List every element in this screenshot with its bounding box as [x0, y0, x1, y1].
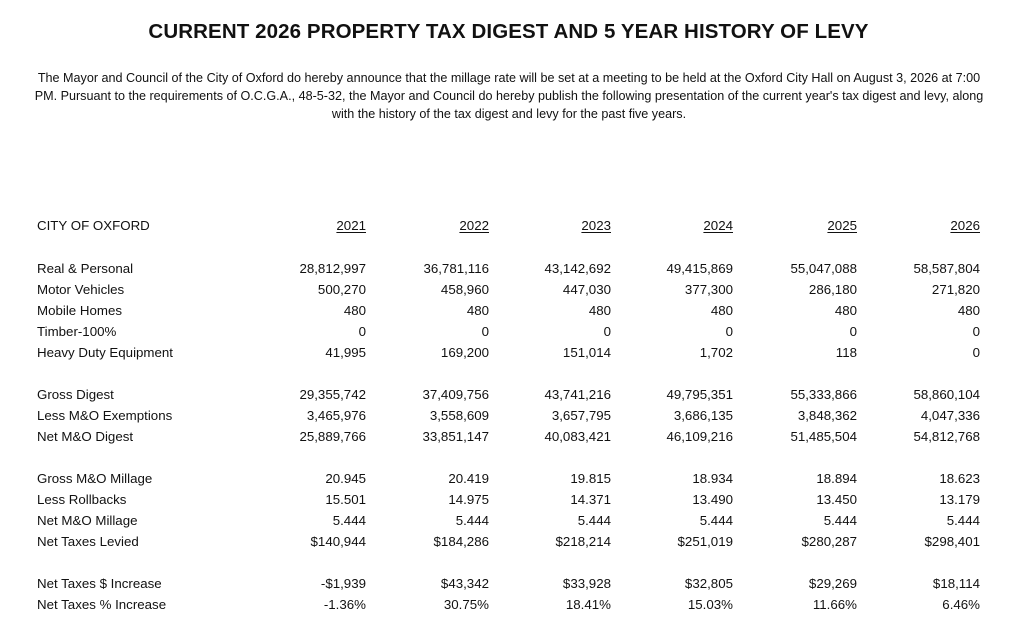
table-cell: 55,333,866 — [790, 387, 857, 402]
year-header-2025: 2025 — [827, 218, 857, 233]
table-cell: 13.179 — [939, 492, 980, 507]
table-cell: $18,114 — [932, 576, 980, 591]
table-cell: 480 — [710, 303, 733, 318]
table-cell: 4,047,336 — [920, 408, 980, 423]
table-cell: 3,848,362 — [797, 408, 857, 423]
row-label: Net M&O Digest — [37, 429, 134, 444]
table-cell: 19.815 — [570, 471, 611, 486]
table-cell: -1.36% — [323, 597, 366, 612]
table-cell: $43,342 — [440, 576, 489, 591]
table-cell: 1,702 — [699, 345, 733, 360]
table-cell: -$1,939 — [320, 576, 366, 591]
table-cell: 49,415,869 — [666, 261, 733, 276]
table-cell: 54,812,768 — [913, 429, 980, 444]
row-label: Less Rollbacks — [37, 492, 127, 507]
table-cell: 5.444 — [823, 513, 857, 528]
year-header-2022: 2022 — [459, 218, 489, 233]
table-cell: 5.444 — [455, 513, 489, 528]
table-cell: 51,485,504 — [790, 429, 857, 444]
table-cell: 0 — [972, 324, 980, 339]
table-cell: 14.975 — [448, 492, 489, 507]
table-cell: 20.945 — [325, 471, 366, 486]
table-cell: 286,180 — [808, 282, 857, 297]
table-cell: 18.934 — [692, 471, 733, 486]
table-cell: 480 — [834, 303, 857, 318]
table-cell: 480 — [588, 303, 611, 318]
entity-name: CITY OF OXFORD — [37, 218, 150, 233]
table-cell: 5.444 — [577, 513, 611, 528]
table-cell: 0 — [972, 345, 980, 360]
table-cell: 29,355,742 — [299, 387, 366, 402]
table-cell: 30.75% — [443, 597, 489, 612]
table-cell: 58,860,104 — [913, 387, 980, 402]
table-cell: 3,657,795 — [551, 408, 611, 423]
table-cell: 169,200 — [440, 345, 489, 360]
table-cell: 43,741,216 — [544, 387, 611, 402]
table-cell: 0 — [725, 324, 733, 339]
row-label: Net M&O Millage — [37, 513, 138, 528]
table-cell: $33,928 — [562, 576, 611, 591]
table-cell: 458,960 — [440, 282, 489, 297]
table-cell: 49,795,351 — [666, 387, 733, 402]
row-label: Real & Personal — [37, 261, 134, 276]
table-cell: 41,995 — [325, 345, 366, 360]
table-cell: $29,269 — [808, 576, 857, 591]
table-cell: 0 — [481, 324, 489, 339]
year-header-2021: 2021 — [336, 218, 366, 233]
table-cell: 13.450 — [816, 492, 857, 507]
table-cell: 6.46% — [942, 597, 980, 612]
table-cell: 11.66% — [812, 597, 857, 612]
table-cell: 37,409,756 — [422, 387, 489, 402]
table-cell: 447,030 — [562, 282, 611, 297]
table-cell: 3,686,135 — [673, 408, 733, 423]
table-cell: 43,142,692 — [544, 261, 611, 276]
table-cell: 5.444 — [332, 513, 366, 528]
table-cell: 0 — [849, 324, 857, 339]
row-label: Motor Vehicles — [37, 282, 125, 297]
page-title: CURRENT 2026 PROPERTY TAX DIGEST AND 5 YEAR HISTORY OF LEVY — [148, 20, 869, 43]
table-cell: 480 — [343, 303, 366, 318]
table-cell: 33,851,147 — [422, 429, 489, 444]
table-cell: 25,889,766 — [299, 429, 366, 444]
year-header-2023: 2023 — [581, 218, 611, 233]
row-label: Net Taxes Levied — [37, 534, 139, 549]
row-label: Heavy Duty Equipment — [37, 345, 173, 360]
table-cell: 5.444 — [699, 513, 733, 528]
year-header-2024: 2024 — [703, 218, 733, 233]
table-cell: 36,781,116 — [423, 261, 489, 276]
table-cell: 14.371 — [570, 492, 611, 507]
row-label: Gross M&O Millage — [37, 471, 153, 486]
table-cell: $32,805 — [684, 576, 733, 591]
table-cell: 18.894 — [816, 471, 857, 486]
table-cell: 0 — [603, 324, 611, 339]
table-cell: 480 — [466, 303, 489, 318]
table-cell: $218,214 — [555, 534, 611, 549]
table-cell: 40,083,421 — [544, 429, 611, 444]
table-cell: 55,047,088 — [790, 261, 857, 276]
table-cell: 15.501 — [325, 492, 366, 507]
table-cell: $280,287 — [801, 534, 857, 549]
row-label: Less M&O Exemptions — [37, 408, 173, 423]
table-cell: 3,465,976 — [306, 408, 366, 423]
table-cell: 28,812,997 — [299, 261, 366, 276]
row-label: Net Taxes $ Increase — [37, 576, 162, 591]
table-cell: $184,286 — [433, 534, 489, 549]
row-label: Net Taxes % Increase — [37, 597, 167, 612]
table-cell: 3,558,609 — [429, 408, 489, 423]
table-cell: $251,019 — [677, 534, 733, 549]
table-cell: 46,109,216 — [666, 429, 733, 444]
year-header-2026: 2026 — [950, 218, 980, 233]
table-cell: 271,820 — [931, 282, 980, 297]
table-cell: 58,587,804 — [913, 261, 980, 276]
table-cell: 18.623 — [939, 471, 980, 486]
row-label: Timber-100% — [37, 324, 117, 339]
row-label: Gross Digest — [37, 387, 114, 402]
table-cell: 20.419 — [448, 471, 489, 486]
table-cell: 500,270 — [317, 282, 366, 297]
table-cell: 5.444 — [946, 513, 980, 528]
table-cell: 15.03% — [687, 597, 733, 612]
table-cell: $140,944 — [310, 534, 366, 549]
announcement-paragraph: The Mayor and Council of the City of Oxford do hereby announce that the millage rate will be set at a meeting to be held at the Oxford City Hall on August 3, 2026 at 7:00 PM. Pursuant to the requirements of O.C.G.A., 48-5-32, the Mayor and Council do hereby publish the following presentation of the current year's tax digest and levy, along with the history of the tax digest and levy for the past five years. — [34, 71, 984, 121]
table-cell: 0 — [358, 324, 366, 339]
table-cell: 13.490 — [692, 492, 733, 507]
table-cell: 377,300 — [684, 282, 733, 297]
row-label: Mobile Homes — [37, 303, 122, 318]
table-cell: 480 — [957, 303, 980, 318]
table-cell: $298,401 — [924, 534, 980, 549]
table-cell: 18.41% — [565, 597, 611, 612]
table-cell: 118 — [835, 345, 857, 360]
table-cell: 151,014 — [562, 345, 611, 360]
